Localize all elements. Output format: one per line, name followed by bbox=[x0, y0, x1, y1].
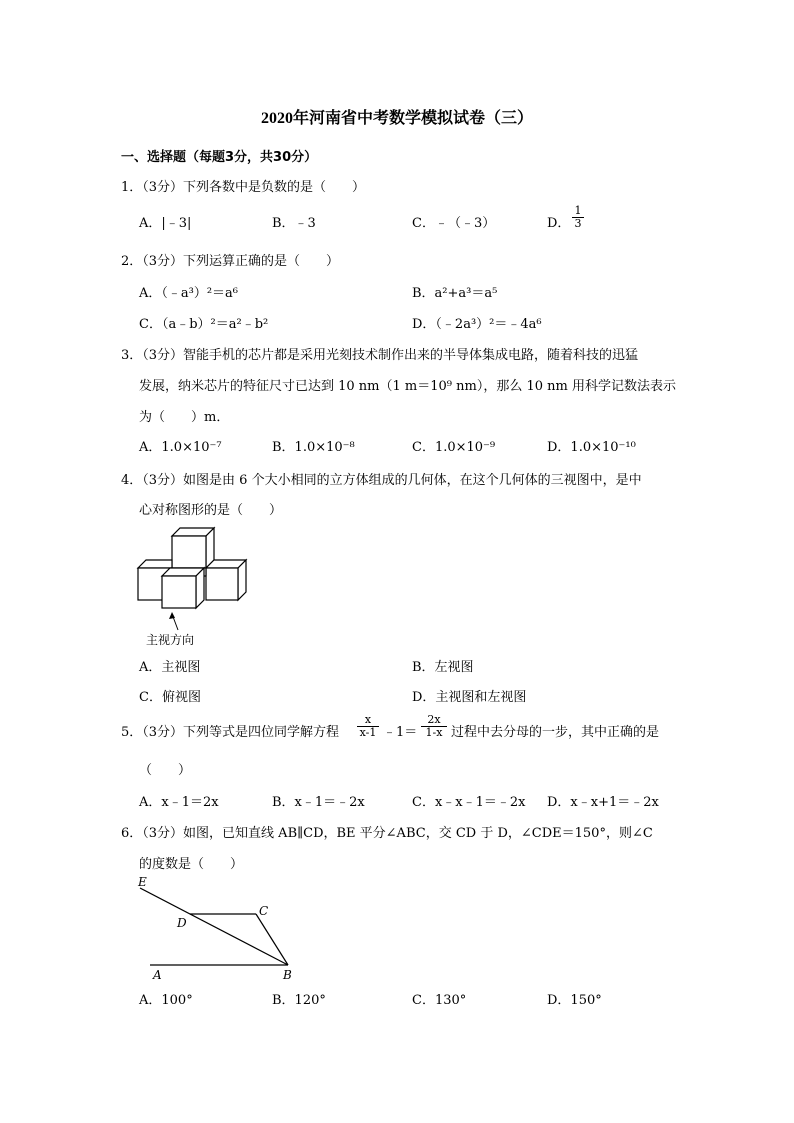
question-5-option-c[interactable]: C．x﹣x﹣1＝﹣2x bbox=[412, 795, 526, 810]
question-6-line-2: 的度数是（ ） bbox=[139, 857, 244, 872]
view-direction-label: 主视方向 bbox=[146, 633, 195, 647]
question-4-option-c[interactable]: C．俯视图 bbox=[139, 690, 201, 705]
question-2-option-c[interactable]: C．（a﹣b）²＝a²﹣b² bbox=[139, 317, 269, 332]
question-3-option-c[interactable]: C．1.0×10⁻⁹ bbox=[412, 440, 496, 455]
question-2-option-a[interactable]: A．（﹣a³）²＝a⁶ bbox=[139, 286, 239, 301]
question-3-line-1: 3．（3分）智能手机的芯片都是采用光刻技术制作出来的半导体集成电路，随着科技的迅猛 bbox=[121, 348, 639, 363]
point-label-c: C bbox=[259, 904, 269, 918]
question-2-option-b[interactable]: B．a²+a³＝a⁵ bbox=[412, 286, 498, 301]
section-heading: 一、选择题（每题3分，共30分） bbox=[121, 150, 318, 165]
question-5-line-2: （ ） bbox=[139, 763, 192, 778]
page-title: 2020年河南省中考数学模拟试卷（三） bbox=[260, 110, 533, 127]
point-label-e: E bbox=[138, 875, 147, 889]
fraction-2x-over-1-minus-x: $\frac{2x}{1-x}$ bbox=[421, 714, 447, 739]
question-3-option-d[interactable]: D．1.0×10⁻¹⁰ bbox=[547, 440, 636, 455]
question-6-option-b[interactable]: B．120° bbox=[272, 993, 326, 1008]
question-2-option-d[interactable]: D．（﹣2a³）²＝﹣4a⁶ bbox=[412, 317, 542, 332]
question-3-option-b[interactable]: B．1.0×10⁻⁸ bbox=[272, 440, 355, 455]
option-d-prefix: D． bbox=[547, 216, 571, 231]
question-1-option-c[interactable]: C．﹣（﹣3） bbox=[412, 216, 496, 231]
question-5-suffix: 过程中去分母的一步，其中正确的是 bbox=[451, 725, 660, 740]
question-6-option-d[interactable]: D．150° bbox=[547, 993, 602, 1008]
question-5-option-b[interactable]: B．x﹣1＝﹣2x bbox=[272, 795, 365, 810]
question-1-option-d[interactable] bbox=[547, 212, 570, 231]
question-5-option-a[interactable]: A．x﹣1＝2x bbox=[139, 795, 219, 810]
point-label-d: D bbox=[177, 916, 187, 930]
question-3-option-a[interactable]: A．1.0×10⁻⁷ bbox=[139, 440, 222, 455]
question-5-mid: ﹣1＝ bbox=[383, 725, 418, 740]
question-4-line-2: 心对称图形的是（ ） bbox=[139, 503, 283, 518]
question-1-option-b[interactable]: B．﹣3 bbox=[272, 216, 316, 231]
question-6-line-1: 6．（3分）如图，已知直线 AB∥CD，BE 平分∠ABC，交 CD 于 D，∠CDE＝150°，则∠C bbox=[121, 826, 653, 841]
question-2-stem: 2．（3分）下列运算正确的是（ ） bbox=[121, 254, 340, 269]
fraction-one-third: $\frac{1}{3}$ bbox=[572, 205, 584, 230]
question-4-option-a[interactable]: A．主视图 bbox=[139, 660, 201, 675]
question-6-option-c[interactable]: C．130° bbox=[412, 993, 467, 1008]
question-1-option-a[interactable]: A．|﹣3| bbox=[139, 216, 192, 231]
question-4-option-b[interactable]: B．左视图 bbox=[412, 660, 474, 675]
question-1-stem: 1．（3分）下列各数中是负数的是（ ） bbox=[121, 180, 366, 195]
point-label-b: B bbox=[283, 968, 292, 982]
question-3-line-3: 为（ ）m． bbox=[139, 410, 230, 425]
point-label-a: A bbox=[153, 968, 162, 982]
cube-solid-figure bbox=[132, 522, 262, 652]
question-3-line-2: 发展，纳米芯片的特征尺寸已达到 10 nm（1 m＝10⁹ nm），那么 10 nm 用科学记数法表示 bbox=[139, 379, 676, 394]
question-5-option-d[interactable]: D．x﹣x+1＝﹣2x bbox=[547, 795, 659, 810]
parallel-lines-figure bbox=[130, 870, 305, 985]
question-4-option-d[interactable]: D．主视图和左视图 bbox=[412, 690, 527, 705]
question-4-line-1: 4．（3分）如图是由 6 个大小相同的立方体组成的几何体，在这个几何体的三视图中，是中 bbox=[121, 473, 642, 488]
fraction-x-over-x-minus-1: $\frac{x}{x-1}$ bbox=[357, 714, 379, 739]
question-6-option-a[interactable]: A．100° bbox=[139, 993, 193, 1008]
question-5-prefix: 5．（3分）下列等式是四位同学解方程 bbox=[121, 725, 340, 740]
